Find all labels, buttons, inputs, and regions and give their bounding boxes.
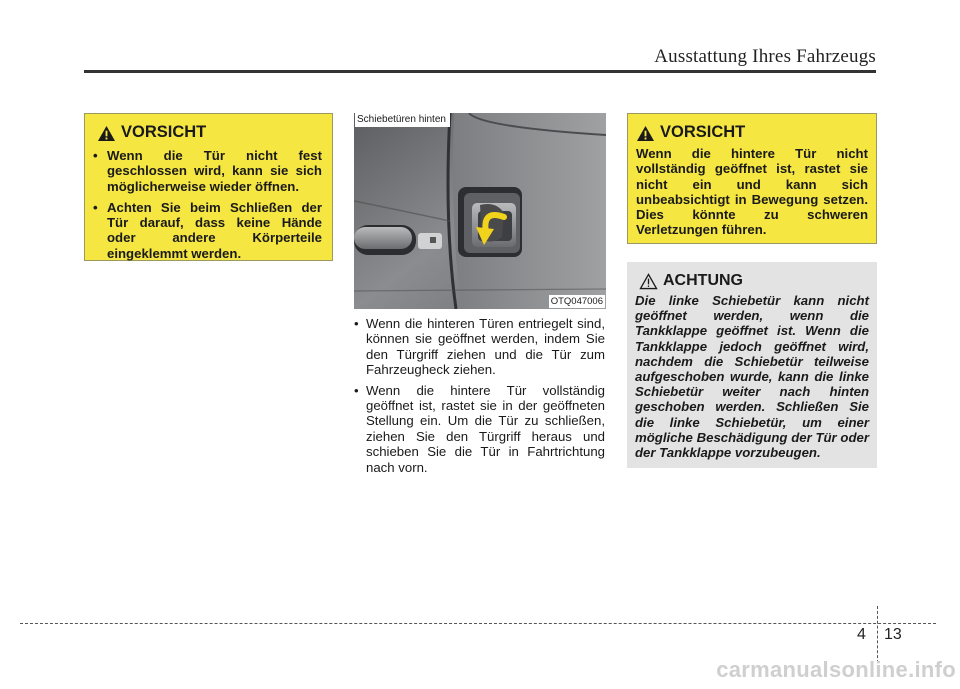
page-number: 13 xyxy=(884,626,902,643)
caution-list xyxy=(93,148,322,261)
figure-caption: Schiebetüren hinten xyxy=(355,113,450,127)
page-header-title: Ausstattung Ihres Fahrzeugs xyxy=(654,46,876,67)
watermark: carmanualsonline.info xyxy=(716,657,956,682)
body-item: • Wenn die hintere Tür vollständig geöffnet ist, rastet sie in der geöffneten Stellung ein. Um die Tür zu schließen, ziehen Sie den Türgriff heraus und schieben Sie die Tür in Fahrtrichtung nach vorn. xyxy=(354,383,605,475)
footer-rule xyxy=(20,623,936,624)
caution-text: Wenn die hintere Tür nicht vollständig geöffnet ist, rastet sie nicht ein und kann sich unbeabsichtigt in Bewegung setzen. Dies könnte zu schweren Verletzungen führen. xyxy=(636,146,868,238)
figure-code: OTQ047006 xyxy=(550,296,603,307)
caution-item: • Wenn die Tür nicht fest geschlossen wird, kann sie sich möglicherweise wieder öffnen. xyxy=(93,148,322,194)
sliding-door-photo xyxy=(354,113,606,309)
caution-title-text: VORSICHT xyxy=(121,123,207,142)
warning-triangle-icon xyxy=(97,125,116,142)
warning-outline-icon xyxy=(639,273,658,290)
door-handle-illustration xyxy=(354,113,606,309)
warning-triangle-icon xyxy=(636,125,655,142)
caution-title xyxy=(93,122,322,144)
notice-box xyxy=(627,262,877,468)
caution-title-text: VORSICHT xyxy=(660,123,746,142)
chapter-number: 4 xyxy=(857,626,866,643)
caution-title xyxy=(636,122,868,144)
caution-box-right xyxy=(627,113,877,244)
notice-title-text: ACHTUNG xyxy=(663,272,743,289)
caution-box-left xyxy=(84,113,333,261)
body-list xyxy=(354,316,605,475)
caution-item: • Achten Sie beim Schließen der Tür darauf, dass keine Hände oder andere Körperteile eingeklemmt werden. xyxy=(93,200,322,261)
header-rule xyxy=(84,70,876,73)
body-text xyxy=(354,316,605,480)
body-item: • Wenn die hinteren Türen entriegelt sind, können sie geöffnet werden, indem Sie den Türgriff ziehen und die Tür zum Fahrzeugheck ziehen. xyxy=(354,316,605,378)
notice-title xyxy=(635,270,869,292)
notice-text: Die linke Schiebetür kann nicht geöffnet werden, wenn die Tankklappe geöffnet ist. Wenn die Tankklappe jedoch geöffnet wird, nachdem die Schiebetür teilweise aufgeschoben wurde, kann die linke Schiebetür weiter nach hinten geschoben werden. Schließen Sie die linke Schiebetür, um einer mögliche Beschädigung der Tür oder der Tankklappe vorzubeugen. xyxy=(635,293,869,461)
